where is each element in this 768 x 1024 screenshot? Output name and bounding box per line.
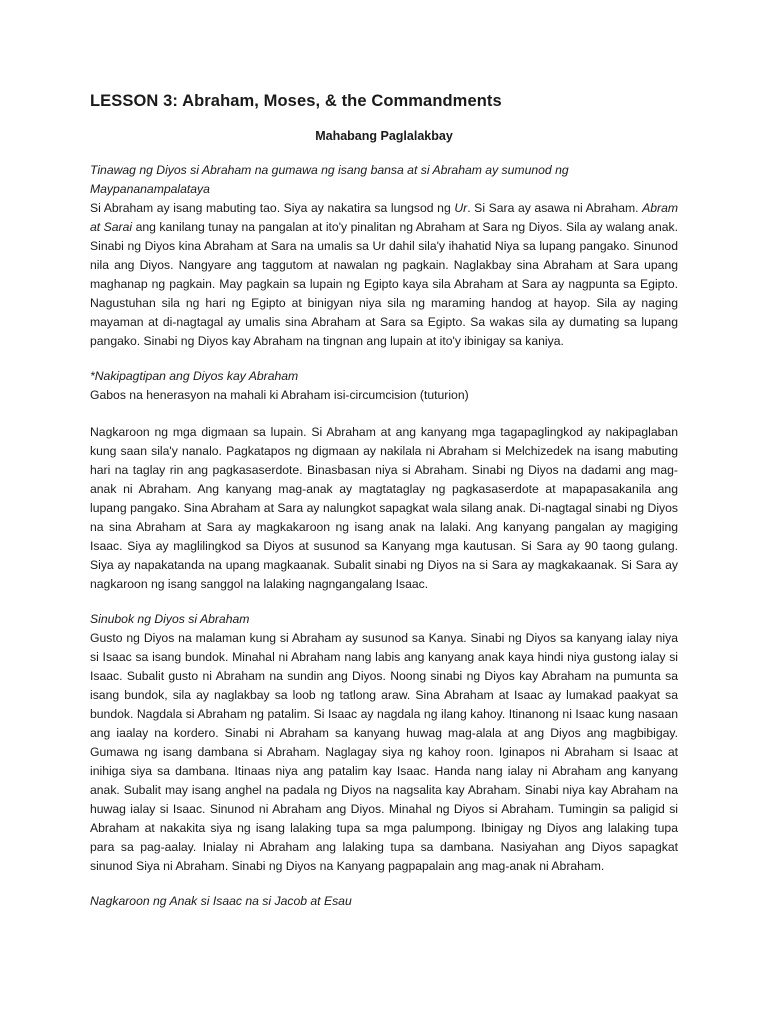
section-abraham-called [90, 161, 678, 351]
lesson-subtitle: Mahabang Paglalakbay [315, 129, 453, 143]
section-paragraph [90, 199, 678, 351]
section-abraham-tested [90, 610, 678, 876]
section-paragraph: Gusto ng Diyos na malaman kung si Abraham ay susunod sa Kanya. Sinabi ng Diyos sa kanyang ialay niya si Isaac sa isang bundok. Minahal ni Abraham nang labis ang kanyang anak kaya hindi niya gustong ialay si Isaac. Subalit gusto ni Abraham na sundin ang Diyos. Noong sinabi ng Diyos kay Abraham na pumunta sa isang bundok, sila ay naglakbay sa loob ng tatlong araw. Sina Abraham at Isaac ay lumakad paakyat sa bundok. Nagdala si Abraham ng patalim. Si Isaac ay nagdala ng ilang kahoy. Itinanong ni Isaac kung nasaan ang iaalay na kordero. Sinabi ni Abraham sa kanyang huwag mag-alala at ang Diyos ang magbibigay. Gumawa ng isang dambana si Abraham. Naglagay siya ng kahoy roon. Iginapos ni Abraham si Isaac at inihiga siya sa dambana. Itinaas niya ang patalim kay Isaac. Handa nang ialay ni Abraham ang kanyang anak. Subalit may isang anghel na padala ng Diyos na nagsalita kay Abraham. Sinabi niya kay Abraham na huwag ialay si Isaac. Sinunod ni Abraham ang Diyos. Minahal ng Diyos si Abraham. Tumingin sa paligid si Abraham at nakakita siya ng isang lalaking tupa sa mga palumpong. Ibinigay ng Diyos ang lalaking tupa para sa pag-aalay. Inialay ni Abraham ang lalaking tupa sa dambana. Nasiyahan ang Diyos sapagkat sinunod Siya ni Abraham. Sinabi ng Diyos na Kanyang pagpapalain ang mag-anak ni Abraham. [90, 631, 678, 873]
section-heading: Sinubok ng Diyos si Abraham [90, 612, 250, 626]
paragraph-text: Si Abraham ay isang mabuting tao. Siya ay nakatira sa lungsod ng [90, 201, 455, 215]
document-page [90, 92, 678, 927]
section-heading: Nagkaroon ng Anak si Isaac na si Jacob at Esau [90, 894, 352, 908]
section-paragraph: Nagkaroon ng mga digmaan sa lupain. Si Abraham at ang kanyang mga tagapaglingkod ay nakipaglaban kung saan sila'y nanalo. Pagkatapos ng digmaan ay nakilala ni Abraham si Melchizedek na isang mabuting hari na taglay rin ang pagkasaserdote. Binasbasan niya si Abraham. Sinabi ng Diyos na dadami ang mag-anak ni Abraham. Ang kanyang mag-anak ay magtataglay ng pagkasaserdote at mapapasakanila ang lupang pangako. Sina Abraham at Sara ay nalungkot sapagkat wala silang anak. Di-nagtagal sinabi ng Diyos na sina Abraham at Sara ay magkakaroon ng isang anak na lalaki. Ang kanyang pangalan ay magiging Isaac. Siya ay maglilingkod sa Diyos at susunod sa Kanyang mga kautusan. Si Sara ay 90 taong gulang. Siya ay napakatanda na upang magkaanak. Subalit sinabi ng Diyos na si Sara ay magkakaanak. Si Sara ay nagkaroon ng isang sanggol na lalaking nagngangalang Isaac. [90, 425, 678, 591]
section-jacob-esau [90, 892, 678, 911]
section-covenant [90, 367, 678, 594]
lesson-title: LESSON 3: Abraham, Moses, & the Commandments [90, 92, 502, 110]
section-heading: Tinawag ng Diyos si Abraham na gumawa ng isang bansa at si Abraham ay sumunod ng Maypananampalataya [90, 163, 569, 196]
place-name: Ur [454, 201, 468, 215]
section-heading: *Nakipagtipan ang Diyos kay Abraham [90, 369, 299, 383]
paragraph-text: . Si Sara ay asawa ni Abraham. [467, 201, 643, 215]
original-names: Abram at Sarai [90, 201, 679, 234]
paragraph-text: ang kanilang tunay na pangalan at ito'y pinalitan ng Abraham at Sara ng Diyos. Sila ay walang anak. Sinabi ng Diyos kina Abraham at Sara na umalis sa Ur dahil sila'y ihahatid Niya sa lupang pangako. Sinunod nila ang Diyos. Nangyare ang taggutom at nawalan ng pagkain. Naglakbay sina Abraham at Sara upang maghanap ng pagkain. May pagkain sa lupain ng Egipto kaya sila Abraham at Sara ay nagpunta sa Egipto. Nagustuhan sila ng hari ng Egipto at binigyan niya sila ng maraming handog at hayop. Sila ay naging mayaman at di-nagtagal ay umalis sina Abraham at Sara sa Egipto. Sa wakas sila ay dumating sa lupang pangako. Sinabi ng Diyos kay Abraham na tingnan ang lupain at ito'y ibinigay sa kaniya. [90, 220, 678, 348]
section-paragraph: Gabos na henerasyon na mahali ki Abraham isi-circumcision (tuturion) [90, 388, 469, 402]
